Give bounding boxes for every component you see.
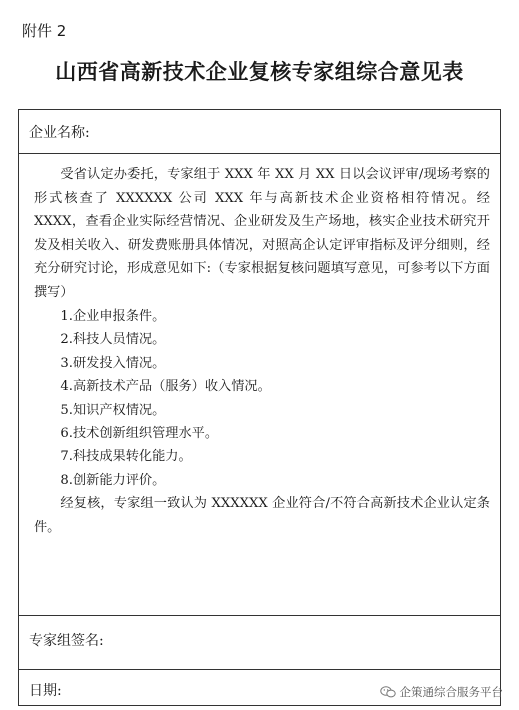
list-item: 2.科技人员情况。 [60,332,166,348]
opinion-form-table [18,109,501,706]
wechat-icon [380,686,396,698]
opinion-paragraph: 受省认定办委托，专家组于 XXX 年 XX 月 XX 日以会议评审/现场考察的形式核查了 XXXXXX 公司 XXX 年与高新技术企业资格相符情况。经 XXXX，查看企业实际经营情况、企业研发及生产场地，核实企业技术研究开发及相关收入、研发费账册具体情况，对照高企认定评审指标及评分细则，经充分研究讨论，形成意见如下:（专家根据复核问题填写意见，可参考以下方面撰写） [34,167,490,300]
row-divider [19,615,500,616]
list-item: 1.企业申报条件。 [60,309,166,324]
row-divider [19,669,500,670]
list-item: 4.高新技术产品（服务）收入情况。 [60,379,271,395]
date-label: 日期: [29,683,62,699]
conclusion-paragraph: 经复核，专家组一致认为 XXXXXX 企业符合/不符合高新技术企业认定条件。 [34,496,490,535]
evaluation-items-list [34,305,490,492]
watermark-text: 企策通综合服务平台 [399,685,503,699]
opinion-body [34,163,490,539]
row-divider [19,153,500,154]
list-item: 3.研发投入情况。 [60,355,166,371]
signature-label: 专家组签名: [29,633,104,649]
page-title: 山西省高新技术企业复核专家组综合意见表 [55,59,464,84]
watermark [380,684,504,700]
list-item: 8.创新能力评价。 [60,472,166,488]
list-item: 5.知识产权情况。 [60,402,166,418]
list-item: 7.科技成果转化能力。 [60,449,192,465]
company-name-label: 企业名称: [29,125,90,141]
attachment-label: 附件 2 [22,22,67,40]
list-item: 6.技术创新组织管理水平。 [60,426,219,442]
